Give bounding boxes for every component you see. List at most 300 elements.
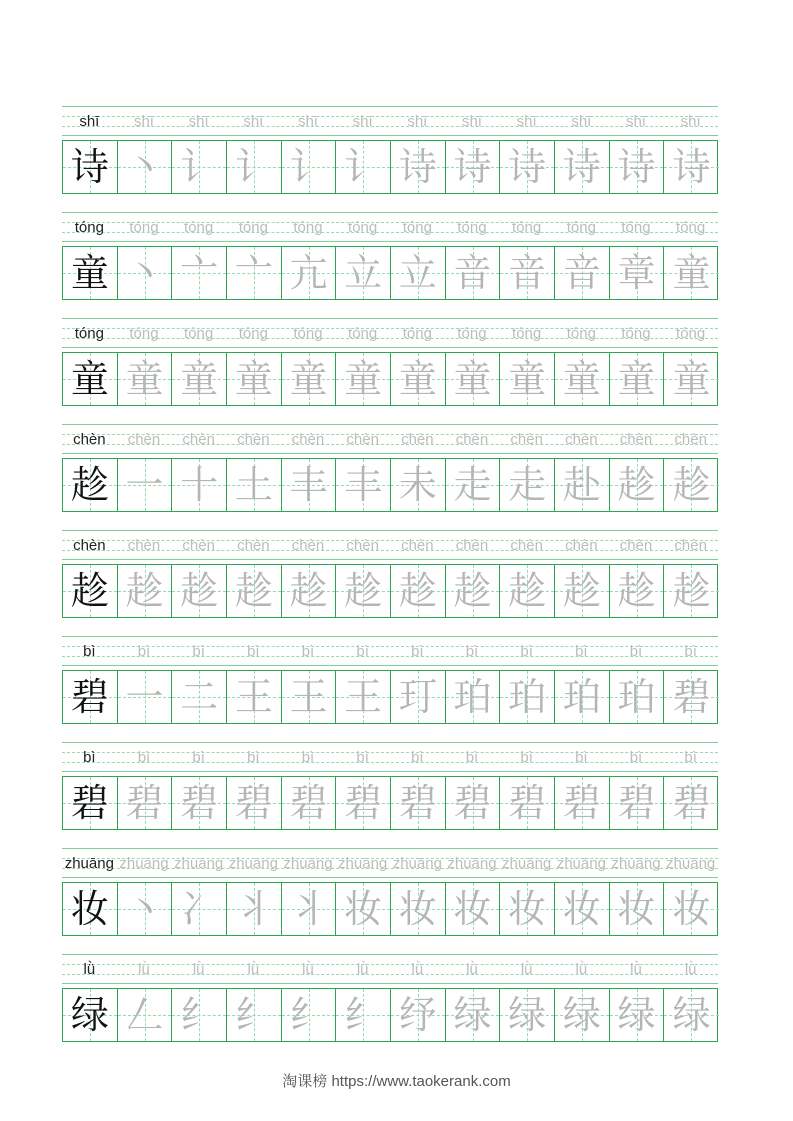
grid-cell[interactable] [446,353,501,405]
stroke-step-character: 碧 [672,675,711,719]
grid-cell[interactable] [555,565,610,617]
grid-cell[interactable] [610,247,665,299]
grid-cell[interactable] [118,989,173,1041]
model-character: 童 [70,357,109,401]
grid-cell[interactable] [118,565,173,617]
pinyin-label: zhuāng [338,855,388,872]
grid-cell[interactable] [446,141,501,193]
pinyin-label: zhuāng [119,855,169,872]
pinyin-label: shī [243,113,264,130]
grid-cell[interactable] [391,989,446,1041]
pinyin-label: tóng [676,219,706,236]
grid-cell[interactable] [336,141,391,193]
pinyin-label: chèn [346,431,379,448]
grid-cell[interactable] [63,883,118,935]
grid-cell[interactable] [282,353,337,405]
pinyin-label: bì [520,749,533,766]
pinyin-label: chèn [237,537,270,554]
grid-cell[interactable] [336,247,391,299]
stroke-step-character: 音 [453,251,492,295]
grid-cell[interactable] [336,883,391,935]
grid-cell[interactable] [227,777,282,829]
pinyin-band [62,954,718,984]
pinyin-band [62,424,718,454]
stroke-step-character: 绿 [672,993,711,1037]
grid-cell[interactable] [555,141,610,193]
stroke-step-character: 走 [453,463,492,507]
stroke-step-character: 王 [289,675,328,719]
grid-cell[interactable] [282,989,337,1041]
grid-cell[interactable] [664,883,719,935]
pinyin-label: lǜ [630,961,642,978]
grid-cell[interactable] [610,777,665,829]
pinyin-label: chèn [674,537,707,554]
grid-cell[interactable] [500,777,555,829]
character-grid [62,246,718,300]
pinyin-label: bì [137,643,151,660]
pinyin-label: bì [684,643,697,660]
grid-cell[interactable] [227,989,282,1041]
stroke-step-character: 亢 [289,251,328,295]
pinyin-label: bì [83,643,96,660]
pinyin-label: lǜ [83,961,96,978]
stroke-step-character: 童 [344,357,383,401]
stroke-step-character: 绿 [508,993,547,1037]
pinyin-label: zhuāng [174,855,224,872]
pinyin-label: bì [575,643,588,660]
stroke-step-character: 趁 [672,569,711,613]
grid-cell[interactable] [500,883,555,935]
character-grid [62,776,718,830]
pinyin-label: chèn [565,431,598,448]
stroke-step-character: 碧 [508,781,547,825]
stroke-step-character: 趁 [453,569,492,613]
stroke-step-character: 讠 [180,145,219,189]
grid-cell[interactable] [282,777,337,829]
stroke-step-character: 童 [289,357,328,401]
grid-cell[interactable] [391,777,446,829]
grid-cell[interactable] [391,353,446,405]
stroke-step-character: 纟 [234,993,273,1037]
pinyin-label: zhuāng [502,855,552,872]
grid-cell[interactable] [664,459,719,511]
stroke-step-character: 丰 [344,463,383,507]
stroke-step-character: 丰 [289,463,328,507]
stroke-step-character: 纾 [398,993,437,1037]
character-grid [62,988,718,1042]
pinyin-label: tóng [184,219,214,236]
practice-row [62,104,718,210]
character-grid [62,458,718,512]
pinyin-label: bì [356,749,369,766]
grid-cell[interactable] [118,459,173,511]
stroke-step-character: 丶 [125,251,164,295]
pinyin-label: tóng [457,325,487,342]
pinyin-label: zhuāng [228,855,278,872]
pinyin-label: zhuāng [611,855,661,872]
grid-cell[interactable] [336,671,391,723]
stroke-step-character: 讠 [234,145,273,189]
grid-cell[interactable] [336,353,391,405]
stroke-step-character: 妆 [672,887,711,931]
pinyin-label: tóng [74,219,104,236]
stroke-step-character: 绿 [453,993,492,1037]
pinyin-label: zhuāng [666,855,716,872]
stroke-step-character: 丶 [125,887,164,931]
grid-cell[interactable] [336,777,391,829]
grid-cell[interactable] [610,353,665,405]
stroke-step-character: 玎 [398,675,437,719]
stroke-step-character: 趁 [125,569,164,613]
grid-cell[interactable] [664,671,719,723]
grid-cell[interactable] [282,247,337,299]
grid-cell[interactable] [282,565,337,617]
grid-cell[interactable] [63,989,118,1041]
stroke-step-character: 绿 [617,993,656,1037]
pinyin-label: tóng [621,325,651,342]
stroke-step-character: 珀 [453,675,492,719]
stroke-step-character: 趁 [617,463,656,507]
stroke-step-character: 趁 [398,569,437,613]
grid-cell[interactable] [500,565,555,617]
pinyin-label: lǜ [411,961,424,978]
stroke-step-character: 妆 [398,887,437,931]
grid-cell[interactable] [118,671,173,723]
grid-cell[interactable] [446,459,501,511]
stroke-step-character: 丶 [125,145,164,189]
grid-cell[interactable] [336,459,391,511]
grid-cell[interactable] [664,565,719,617]
pinyin-label: chèn [619,537,653,554]
grid-cell[interactable] [555,883,610,935]
grid-cell[interactable] [172,459,227,511]
grid-cell[interactable] [227,565,282,617]
grid-cell[interactable] [282,459,337,511]
pinyin-label: chèn [127,537,161,554]
stroke-step-character: 亠 [234,251,273,295]
character-grid [62,564,718,618]
stroke-step-character: 趁 [508,569,547,613]
stroke-step-character: 章 [617,251,656,295]
grid-cell[interactable] [172,247,227,299]
pinyin-label: tóng [512,325,542,342]
grid-cell[interactable] [555,247,610,299]
grid-cell[interactable] [63,565,118,617]
pinyin-label: chèn [182,537,215,554]
stroke-step-character: 丬 [289,887,328,931]
grid-cell[interactable] [282,883,337,935]
pinyin-label: tóng [238,219,268,236]
grid-cell[interactable] [391,565,446,617]
grid-cell[interactable] [172,883,227,935]
grid-cell[interactable] [500,459,555,511]
grid-cell[interactable] [172,671,227,723]
stroke-step-character: 碧 [398,781,437,825]
pinyin-label: bì [356,643,369,660]
grid-cell[interactable] [63,459,118,511]
stroke-step-character: 赴 [562,463,601,507]
grid-cell[interactable] [500,989,555,1041]
grid-cell[interactable] [63,247,118,299]
grid-cell[interactable] [227,671,282,723]
pinyin-label: tóng [238,325,268,342]
stroke-step-character: 绿 [562,993,601,1037]
pinyin-label: bì [137,749,151,766]
grid-cell[interactable] [227,459,282,511]
pinyin-label: bì [411,643,424,660]
pinyin-label: tóng [676,325,706,342]
pinyin-label: chèn [73,537,106,554]
pinyin-label: tóng [184,325,214,342]
pinyin-label: bì [301,643,315,660]
pinyin-label: tóng [129,325,159,342]
stroke-step-character: 妆 [617,887,656,931]
grid-cell[interactable] [555,777,610,829]
practice-row [62,210,718,316]
grid-cell[interactable] [63,353,118,405]
practice-row [62,634,718,740]
grid-cell[interactable] [664,989,719,1041]
grid-cell[interactable] [500,671,555,723]
grid-cell[interactable] [500,141,555,193]
grid-cell[interactable] [446,671,501,723]
stroke-step-character: 趁 [562,569,601,613]
grid-cell[interactable] [391,671,446,723]
pinyin-label: bì [520,643,533,660]
pinyin-label: shī [407,113,428,130]
pinyin-label: chèn [510,431,543,448]
pinyin-label: chèn [510,537,543,554]
grid-cell[interactable] [282,671,337,723]
model-character: 妆 [70,887,109,931]
grid-cell[interactable] [446,247,501,299]
stroke-step-character: 纟 [344,993,383,1037]
grid-cell[interactable] [500,353,555,405]
model-character: 诗 [70,145,109,189]
grid-cell[interactable] [172,353,227,405]
pinyin-label: chèn [674,431,707,448]
stroke-step-character: 未 [398,463,437,507]
stroke-step-character: 趁 [180,569,219,613]
model-character: 童 [70,251,109,295]
pinyin-label: tóng [293,219,323,236]
pinyin-label: shī [516,113,537,130]
stroke-step-character: 童 [234,357,273,401]
grid-cell[interactable] [610,989,665,1041]
grid-cell[interactable] [555,459,610,511]
pinyin-label: bì [192,749,205,766]
grid-cell[interactable] [664,247,719,299]
pinyin-band [62,848,718,878]
pinyin-label: shī [625,113,646,130]
grid-cell[interactable] [227,353,282,405]
grid-cell[interactable] [63,777,118,829]
stroke-step-character: 碧 [125,781,164,825]
pinyin-label: bì [192,643,205,660]
stroke-step-character: 音 [508,251,547,295]
stroke-step-character: 趁 [672,463,711,507]
stroke-step-character: 妆 [344,887,383,931]
model-character: 碧 [70,781,109,825]
practice-row [62,422,718,528]
pinyin-label: tóng [348,219,378,236]
stroke-step-character: 童 [398,357,437,401]
stroke-step-character: 趁 [289,569,328,613]
stroke-step-character: 童 [508,357,547,401]
stroke-step-character: 立 [398,251,437,295]
grid-cell[interactable] [391,459,446,511]
grid-cell[interactable] [446,883,501,935]
pinyin-label: chèn [401,431,434,448]
grid-cell[interactable] [391,141,446,193]
grid-cell[interactable] [172,989,227,1041]
grid-cell[interactable] [118,353,173,405]
character-grid [62,882,718,936]
grid-cell[interactable] [172,141,227,193]
practice-row [62,952,718,1058]
pinyin-label: chèn [565,537,598,554]
grid-cell[interactable] [118,777,173,829]
pinyin-label: zhuāng [283,855,333,872]
pinyin-label: chèn [401,537,434,554]
practice-row [62,528,718,634]
grid-cell[interactable] [172,565,227,617]
pinyin-band [62,636,718,666]
grid-cell[interactable] [446,777,501,829]
grid-cell[interactable] [555,989,610,1041]
stroke-step-character: 碧 [617,781,656,825]
grid-cell[interactable] [555,353,610,405]
practice-row [62,316,718,422]
pinyin-label: lǜ [575,961,588,978]
pinyin-label: bì [629,643,643,660]
grid-cell[interactable] [446,565,501,617]
model-character: 趁 [70,569,109,613]
stroke-step-character: 珀 [508,675,547,719]
pinyin-label: tóng [348,325,378,342]
pinyin-label: shī [79,113,100,130]
stroke-step-character: 讠 [344,145,383,189]
pinyin-label: chèn [455,537,489,554]
grid-cell[interactable] [391,883,446,935]
pinyin-label: zhuāng [64,855,114,872]
grid-cell[interactable] [227,247,282,299]
stroke-step-character: 王 [344,675,383,719]
grid-cell[interactable] [610,459,665,511]
stroke-step-character: 童 [672,251,711,295]
grid-cell[interactable] [172,777,227,829]
pinyin-label: chèn [73,431,106,448]
grid-cell[interactable] [664,777,719,829]
pinyin-label: bì [629,749,643,766]
grid-cell[interactable] [63,671,118,723]
model-character: 趁 [70,463,109,507]
pinyin-label: bì [411,749,424,766]
pinyin-label: lǜ [247,961,260,978]
stroke-step-character: 碧 [180,781,219,825]
stroke-step-character: 趁 [234,569,273,613]
grid-cell[interactable] [118,883,173,935]
grid-cell[interactable] [664,141,719,193]
pinyin-label: lǜ [302,961,314,978]
character-grid [62,670,718,724]
grid-cell[interactable] [63,141,118,193]
pinyin-label: lǜ [466,961,478,978]
practice-row [62,846,718,952]
grid-cell[interactable] [118,247,173,299]
stroke-step-character: 王 [234,675,273,719]
grid-cell[interactable] [227,141,282,193]
stroke-step-character: 童 [180,357,219,401]
stroke-step-character: 童 [617,357,656,401]
pinyin-label: tóng [293,325,323,342]
stroke-step-character: 土 [234,463,273,507]
stroke-step-character: 讠 [289,145,328,189]
stroke-step-character: 走 [508,463,547,507]
grid-cell[interactable] [610,883,665,935]
pinyin-label: bì [247,749,260,766]
pinyin-label: tóng [402,325,432,342]
pinyin-label: tóng [402,219,432,236]
stroke-step-character: 𠃋 [125,993,164,1037]
stroke-step-character: 童 [672,357,711,401]
stroke-step-character: 碧 [344,781,383,825]
pinyin-label: bì [465,643,479,660]
grid-cell[interactable] [610,671,665,723]
pinyin-label: lǜ [138,961,150,978]
stroke-step-character: 纟 [180,993,219,1037]
pinyin-label: shī [680,113,701,130]
grid-cell[interactable] [446,989,501,1041]
stroke-step-character: 一 [125,675,164,719]
grid-cell[interactable] [391,247,446,299]
grid-cell[interactable] [227,883,282,935]
stroke-step-character: 碧 [562,781,601,825]
stroke-step-character: 诗 [508,145,547,189]
grid-cell[interactable] [118,141,173,193]
model-character: 碧 [70,675,109,719]
stroke-step-character: 纟 [289,993,328,1037]
grid-cell[interactable] [555,671,610,723]
pinyin-label: tóng [566,219,596,236]
grid-cell[interactable] [610,565,665,617]
pinyin-band [62,106,718,136]
pinyin-band [62,318,718,348]
grid-cell[interactable] [336,565,391,617]
character-grid [62,140,718,194]
pinyin-label: bì [83,749,96,766]
stroke-step-character: 珀 [562,675,601,719]
stroke-step-character: 二 [180,675,219,719]
grid-cell[interactable] [282,141,337,193]
pinyin-label: tóng [621,219,651,236]
stroke-step-character: 趁 [617,569,656,613]
stroke-step-character: 诗 [617,145,656,189]
grid-cell[interactable] [610,141,665,193]
stroke-step-character: 诗 [398,145,437,189]
stroke-step-character: 十 [180,463,219,507]
grid-cell[interactable] [500,247,555,299]
pinyin-label: chèn [291,537,325,554]
pinyin-label: chèn [127,431,161,448]
stroke-step-character: 妆 [562,887,601,931]
stroke-step-character: 珀 [617,675,656,719]
grid-cell[interactable] [336,989,391,1041]
stroke-step-character: 碧 [453,781,492,825]
stroke-step-character: 亠 [180,251,219,295]
pinyin-label: tóng [566,325,596,342]
grid-cell[interactable] [664,353,719,405]
